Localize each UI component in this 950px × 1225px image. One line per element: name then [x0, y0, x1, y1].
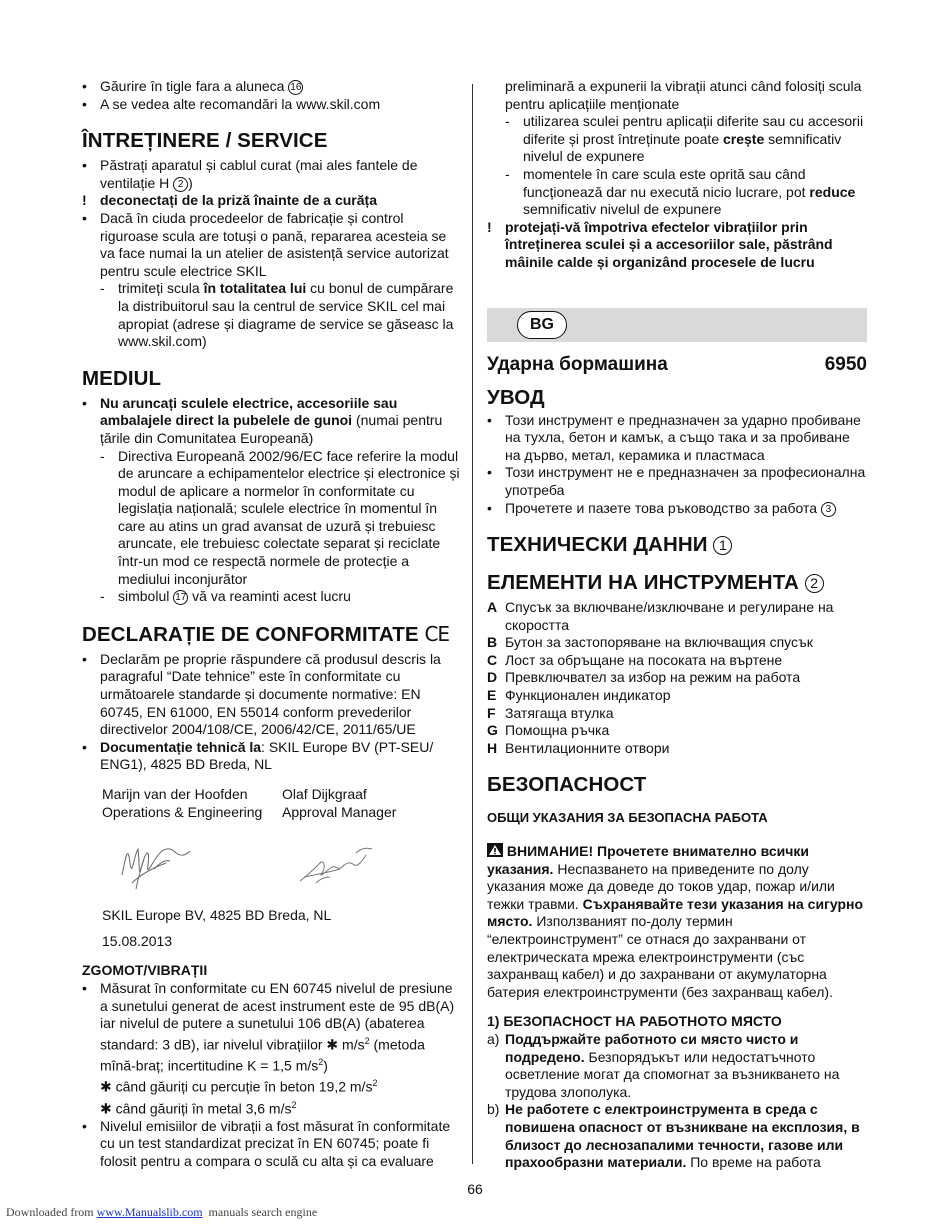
- ce-mark: CE: [424, 621, 450, 646]
- declaration-date: 15.08.2013: [102, 932, 173, 949]
- list-item: • Găurire în tigle fara a aluneca 16: [82, 78, 302, 94]
- sub-list-item: - simbolul 17 vă va reaminti acest lucru: [100, 588, 351, 605]
- list-item: • Declarăm pe proprie răspundere că produsul descris la paragraful “Date tehnice” este în conformitate cu următoarele standarde și documente normative: EN 60745, EN 61000, EN 55014 conform prevederilor directivelor 2004/108/CE, 2006/42/CE, 2011/65/UE: [82, 650, 441, 738]
- list-item: • Този инструмент е предназначен за ударно пробиване на тухла, бетон и камък, а също така и за пробиване на дърво, метал, керамика и пластмаса: [487, 411, 861, 463]
- list-item: • Păstrați aparatul și cablul curat (mai ales fantele de ventilație H 2 ): [82, 157, 418, 191]
- company-address: SKIL Europe BV, 4825 BD Breda, NL: [102, 907, 332, 924]
- list-item: • Dacă în ciuda procedeelor de fabricație și control riguroase scula are totuși o pană, repararea acesteia se va face numai la un atelier de asistență service autorizat pentru scule electrice SKIL: [82, 209, 449, 279]
- left-column: [82, 78, 462, 1171]
- ref-number-badge: 2: [805, 574, 824, 593]
- signature-2: [282, 821, 462, 907]
- signatory-name: Marijn van der Hoofden: [102, 786, 248, 802]
- element-item: E Функционален индикатор: [487, 687, 671, 704]
- ref-number-badge: 17: [175, 592, 187, 604]
- section-heading-safety: БЕЗОПАСНОСТ: [487, 773, 647, 797]
- list-item: • Прочетете и пазете това ръководство за работа 3: [487, 500, 867, 518]
- rule-item: b) Не работете с електроинструмента в среда с повишена опасност от възникване на експлозия, в близост до леснозапалими течности, газове или прахообразни материали. По време на работа: [487, 1101, 860, 1171]
- element-item: B Бутон за застопоряване на включващия спусък: [487, 634, 813, 651]
- page-number: 66: [467, 1181, 483, 1197]
- list-item: • Nivelul emisiilor de vibrații a fost măsurat în conformitate cu un test standardizat precizat în EN 60745; poate fi folosit pentru a compara o sculă cu alta și ca evaluare: [82, 1117, 451, 1169]
- paragraph: preliminară a expunerii la vibrații atunci când folosiți scula pentru aplicațiile menționate: [505, 78, 862, 112]
- list-item: • Този инструмент не е предназначен за професионална употреба: [487, 464, 866, 498]
- sub-list-item: - trimiteți scula în totalitatea lui cu bonul de cumpărare la distribuitorul sau la centrul de service SKIL cel mai apropiat (adrese și diagrame de service se găseasc la www.skil.com): [100, 280, 454, 350]
- signatory-name: Olaf Dijkgraaf: [282, 786, 367, 802]
- element-item: H Вентилационните отвори: [487, 739, 670, 756]
- section-heading-mediul: MEDIUL: [82, 366, 162, 390]
- sub-list-item: - utilizarea sculei pentru aplicații diferite sau cu accesorii diferite și prost întreținute poate crește semnificativ nivelul de expunere: [505, 113, 864, 165]
- section-heading-tech: ТЕХНИЧЕСКИ ДАННИ 1: [487, 533, 867, 557]
- section-heading-zgomot: ZGOMOT/VIBRAȚII: [82, 962, 208, 979]
- signatures: [102, 821, 462, 907]
- signatories: [102, 786, 462, 821]
- element-item: G Помощна ръчка: [487, 722, 610, 739]
- warning-item: ! deconectați de la priză înainte de a curăța: [82, 192, 377, 209]
- subsection-heading: 1) БЕЗОПАСНОСТ НА РАБОТНОТО МЯСТО: [487, 1013, 782, 1030]
- section-heading-service: ÎNTREȚINERE / SERVICE: [82, 129, 328, 153]
- list-item: • Măsurat în conformitate cu EN 60745 nivelul de presiune a sunetului generat de acest instrument este de 95 dB(A) iar nivelul de putere a sunetului 106 dB(A) (abaterea standard: 3 dB), iar nivelul vibrațiilor ✱ $m/s^2$ (metoda mînă-braț; incertitudine K = 1,5 $m/s^2$) ✱ când găuriți cu percuție în beton 19,2 $m/s^2$ ✱ când găuriți în metal 3,6 $m/s^2$: [82, 979, 455, 1117]
- warning-paragraph: ВНИМАНИЕ! Прочетете внимателно всички указания. Неспазването на приведените по долу указания може да доведе до токов удар, пожар и/или тежки травми. Съхранявайте тези указания на сигурно място. Използваният по-долу термин “електроинструмент” се отнася до захранвани от електрическата мрежа електроинструменти (със захранващ кабел) и до захранвани от акумулаторна батерия електроинструменти (без захранващ кабел).: [487, 843, 864, 1000]
- warning-triangle-icon: [487, 843, 503, 857]
- list-item: • Documentație tehnică la: SKIL Europe BV (PT-SEU/ ENG1), 4825 BD Breda, NL: [82, 738, 434, 773]
- section-heading-uvod: УВОД: [487, 385, 545, 409]
- right-column: [487, 78, 867, 1172]
- sub-list-item: - Directiva Europeană 2002/96/EC face referire la modul de aruncare a echipamentelor electrice și electronice și modul de aplicare a normelor în conformitate cu legislația națională; sculele electrice în momentul în care au atins un grad avansat de uzură și trebuiesc aruncate, ele trebuiesc colectate separat și reciclate într-un mod ce respectă normele de protecție a mediului inconjurător: [100, 447, 460, 587]
- elements-list: [487, 599, 867, 757]
- product-number: 6950: [824, 353, 867, 375]
- element-item: D Превключвател за избор на режим на работа: [487, 669, 801, 686]
- column-divider: [472, 84, 473, 1164]
- element-item: A Спусък за включване/изключване и регулиране на скоростта: [487, 599, 834, 633]
- sub-list-item: - momentele în care scula este oprită sau când funcționează dar nu execută nicio lucrare, pot reduce semnificativ nivelul de expunere: [505, 165, 856, 218]
- ref-number-badge: 3: [821, 502, 836, 517]
- list-item: • Nu aruncați sculele electrice, accesoriile sau ambalajele direct la pubelele de gunoi (numai pentru țările din Comunitatea Europeană): [82, 394, 443, 446]
- ref-number-badge: 2: [173, 177, 188, 192]
- language-badge: BG: [517, 311, 567, 339]
- signatory-role: Operations & Engineering: [102, 803, 263, 820]
- element-item: C Лост за обръщане на посоката на въртене: [487, 651, 783, 668]
- list-item: • A se vedea alte recomandări la www.skil.com: [82, 95, 381, 112]
- ref-number-badge: 16: [290, 82, 302, 93]
- section-heading-elements: ЕЛЕМЕНТИ НА ИНСТРУМЕНТА 2: [487, 571, 867, 595]
- product-name: Ударна бормашина: [487, 353, 668, 375]
- rule-item: a) Поддържайте работното си място чисто и подредено. Безпорядъкът или недостатъчното осветление могат да спомогнат за възникването на трудова злополука.: [487, 1030, 840, 1100]
- signature-1: [102, 821, 282, 907]
- warning-item: ! protejați-vă împotriva efectelor vibrațiilor prin întreținerea sculei și a accesoriilor sale, păstrând mâinile calde și organizând procesele de lucru: [487, 218, 833, 270]
- ref-number-badge: 1: [713, 536, 732, 555]
- download-footer: Downloaded from www.Manualslib.com manuals search engine: [6, 1205, 318, 1219]
- signatory-role: Approval Manager: [282, 803, 397, 820]
- language-band: [487, 308, 867, 342]
- subsection-heading: ОБЩИ УКАЗАНИЯ ЗА БЕЗОПАСНА РАБОТА: [487, 810, 768, 826]
- section-heading-declaration: DECLARAȚIE DE CONFORMITATE CE: [82, 621, 450, 646]
- product-title: [487, 354, 867, 376]
- element-item: F Затягаща втулка: [487, 704, 614, 721]
- manualslib-link[interactable]: www.Manualslib.com: [96, 1205, 203, 1219]
